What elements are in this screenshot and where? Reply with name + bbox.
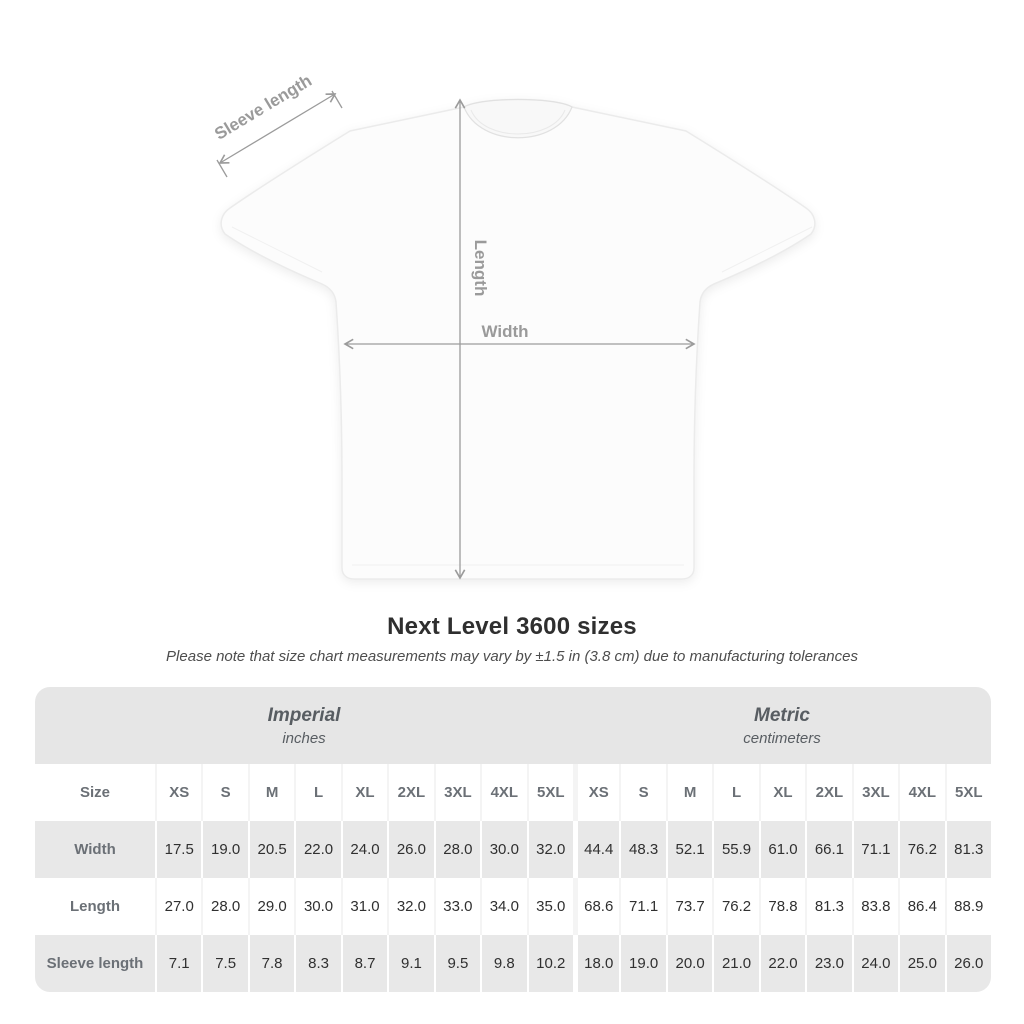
size-header-cell: 3XL bbox=[852, 764, 898, 821]
value-cell: 73.7 bbox=[666, 878, 712, 935]
value-cell: 71.1 bbox=[852, 821, 898, 878]
value-cell: 9.5 bbox=[434, 935, 480, 992]
page-title: Next Level 3600 sizes bbox=[387, 613, 637, 640]
value-cell: 18.0 bbox=[573, 935, 619, 992]
size-header-cell: 5XL bbox=[527, 764, 573, 821]
value-cell: 52.1 bbox=[666, 821, 712, 878]
value-cell: 19.0 bbox=[201, 821, 247, 878]
value-cell: 26.0 bbox=[945, 935, 991, 992]
value-cell: 10.2 bbox=[527, 935, 573, 992]
size-header-cell: XL bbox=[759, 764, 805, 821]
unit-group-metric bbox=[573, 687, 991, 764]
value-cell: 19.0 bbox=[619, 935, 665, 992]
value-cell: 23.0 bbox=[805, 935, 851, 992]
value-cell: 8.3 bbox=[294, 935, 340, 992]
value-cell: 9.1 bbox=[387, 935, 433, 992]
size-header-row bbox=[35, 764, 991, 821]
value-cell: 61.0 bbox=[759, 821, 805, 878]
table-row bbox=[35, 821, 991, 878]
value-cell: 81.3 bbox=[945, 821, 991, 878]
value-cell: 68.6 bbox=[573, 878, 619, 935]
value-cell: 35.0 bbox=[527, 878, 573, 935]
value-cell: 71.1 bbox=[619, 878, 665, 935]
value-cell: 7.8 bbox=[248, 935, 294, 992]
value-cell: 48.3 bbox=[619, 821, 665, 878]
unit-group-subtitle: inches bbox=[282, 729, 326, 747]
value-cell: 29.0 bbox=[248, 878, 294, 935]
value-cell: 30.0 bbox=[480, 821, 526, 878]
value-cell: 76.2 bbox=[898, 821, 944, 878]
value-cell: 76.2 bbox=[712, 878, 758, 935]
value-cell: 30.0 bbox=[294, 878, 340, 935]
value-cell: 8.7 bbox=[341, 935, 387, 992]
value-cell: 20.5 bbox=[248, 821, 294, 878]
unit-group-title: Metric bbox=[754, 704, 810, 726]
value-cell: 83.8 bbox=[852, 878, 898, 935]
size-header-cell: XL bbox=[341, 764, 387, 821]
value-cell: 28.0 bbox=[434, 821, 480, 878]
size-header-cell: 2XL bbox=[805, 764, 851, 821]
value-cell: 22.0 bbox=[294, 821, 340, 878]
value-cell: 34.0 bbox=[480, 878, 526, 935]
value-cell: 20.0 bbox=[666, 935, 712, 992]
sleeve-arrow-tick bbox=[332, 91, 342, 108]
unit-header-row bbox=[35, 687, 991, 764]
size-header-cell: XS bbox=[155, 764, 201, 821]
unit-group-imperial bbox=[35, 687, 573, 764]
size-header-cell: M bbox=[666, 764, 712, 821]
size-header-cell: 4XL bbox=[480, 764, 526, 821]
table-row bbox=[35, 935, 991, 992]
value-cell: 33.0 bbox=[434, 878, 480, 935]
unit-group-title: Imperial bbox=[267, 704, 341, 726]
tolerance-note: Please note that size chart measurements may vary by ±1.5 in (3.8 cm) due to manufacturing tolerances bbox=[166, 648, 858, 665]
value-cell: 7.5 bbox=[201, 935, 247, 992]
value-cell: 24.0 bbox=[341, 821, 387, 878]
value-cell: 81.3 bbox=[805, 878, 851, 935]
size-header-cell: 4XL bbox=[898, 764, 944, 821]
size-header-cell: 5XL bbox=[945, 764, 991, 821]
size-header-cell: S bbox=[201, 764, 247, 821]
value-cell: 22.0 bbox=[759, 935, 805, 992]
size-header-cell: L bbox=[294, 764, 340, 821]
value-cell: 78.8 bbox=[759, 878, 805, 935]
value-cell: 21.0 bbox=[712, 935, 758, 992]
table-row bbox=[35, 878, 991, 935]
value-cell: 55.9 bbox=[712, 821, 758, 878]
value-cell: 27.0 bbox=[155, 878, 201, 935]
row-label: Length bbox=[70, 898, 120, 915]
length-label: Length bbox=[471, 239, 490, 297]
unit-group-subtitle: centimeters bbox=[743, 729, 821, 747]
size-header-cell: 2XL bbox=[387, 764, 433, 821]
size-chart-table bbox=[35, 687, 991, 992]
value-cell: 24.0 bbox=[852, 935, 898, 992]
value-cell: 32.0 bbox=[527, 821, 573, 878]
value-cell: 86.4 bbox=[898, 878, 944, 935]
size-header-cell: XS bbox=[573, 764, 619, 821]
sleeve-length-label: Sleeve length bbox=[211, 70, 316, 144]
size-column-header: Size bbox=[79, 784, 110, 801]
row-label: Width bbox=[74, 841, 116, 858]
value-cell: 17.5 bbox=[155, 821, 201, 878]
width-label: Width bbox=[481, 322, 529, 341]
value-cell: 28.0 bbox=[201, 878, 247, 935]
value-cell: 44.4 bbox=[573, 821, 619, 878]
value-cell: 66.1 bbox=[805, 821, 851, 878]
value-cell: 31.0 bbox=[341, 878, 387, 935]
size-header-cell: L bbox=[712, 764, 758, 821]
size-header-cell: S bbox=[619, 764, 665, 821]
row-label: Sleeve length bbox=[46, 955, 144, 972]
value-cell: 7.1 bbox=[155, 935, 201, 992]
value-cell: 9.8 bbox=[480, 935, 526, 992]
size-header-cell: 3XL bbox=[434, 764, 480, 821]
value-cell: 26.0 bbox=[387, 821, 433, 878]
value-cell: 25.0 bbox=[898, 935, 944, 992]
value-cell: 32.0 bbox=[387, 878, 433, 935]
value-cell: 88.9 bbox=[945, 878, 991, 935]
size-header-cell: M bbox=[248, 764, 294, 821]
